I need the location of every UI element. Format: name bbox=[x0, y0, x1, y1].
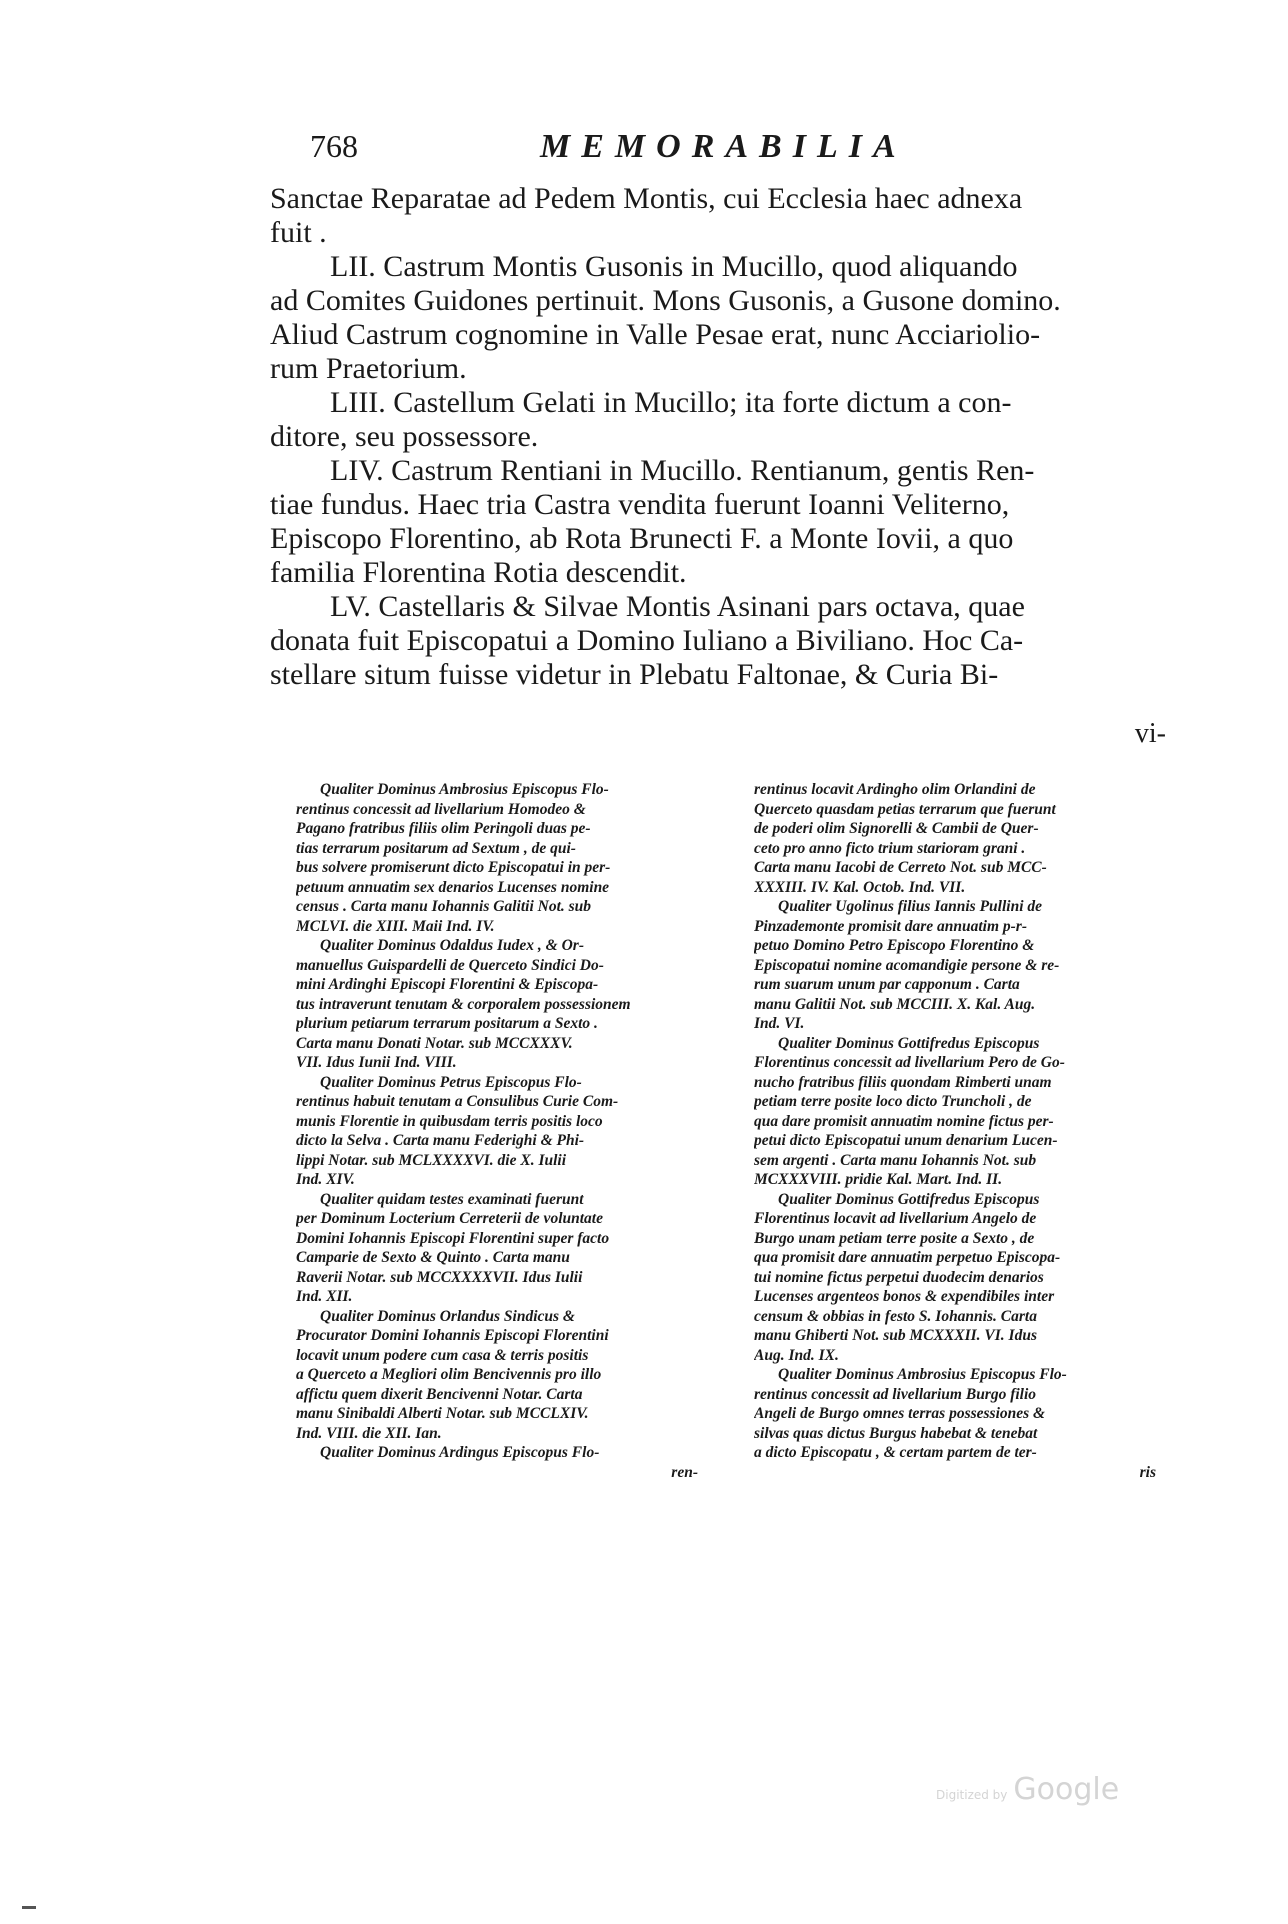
footnote-line: Carta manu Donati Notar. sub MCCXXXV. bbox=[296, 1034, 573, 1052]
footnote-catchword: ris bbox=[1139, 1463, 1156, 1481]
footnote-line: Qualiter Dominus Orlandus Sindicus & bbox=[320, 1307, 575, 1325]
footnote-line: Qualiter Dominus Gottifredus Episcopus bbox=[778, 1034, 1040, 1052]
footnote-line: de poderi olim Signorelli & Cambii de Quer- bbox=[754, 820, 1039, 837]
footnote-line: silvas quas dictus Burgus habebat & tenebat bbox=[754, 1424, 1038, 1442]
footnote-line: Burgo unam petiam terre posite a Sexto , de bbox=[754, 1229, 1035, 1247]
watermark-prefix: Digitized by bbox=[936, 1788, 1008, 1802]
footnote-line: a Querceto a Megliori olim Bencivennis pro illo bbox=[296, 1366, 602, 1383]
footnote-line: MCXXXVIII. pridie Kal. Mart. Ind. II. bbox=[754, 1171, 1003, 1188]
main-text-line: rum Praetorium. bbox=[270, 352, 467, 385]
footnote-line: plurium petiarum terrarum positarum a Sexto . bbox=[296, 1015, 598, 1032]
main-text-line: LIII. Castellum Gelati in Mucillo; ita forte dictum a con- bbox=[270, 386, 1012, 419]
footnote-line: Florentinus concessit ad livellarium Pero de Go- bbox=[754, 1054, 1065, 1071]
footnote-line: munis Florentie in quibusdam terris positis loco bbox=[296, 1112, 603, 1130]
digitized-watermark bbox=[936, 1772, 1119, 1807]
footnote-line: Aug. Ind. IX. bbox=[754, 1346, 839, 1364]
main-text-line: LIV. Castrum Rentiani in Mucillo. Rentianum, gentis Ren- bbox=[270, 454, 1035, 487]
footnote-line: rentinus locavit Ardingho olim Orlandini de bbox=[754, 781, 1036, 798]
footnote-line: Pagano fratribus filiis olim Peringoli duas pe- bbox=[296, 820, 591, 837]
footnote-line: manu Ghiberti Not. sub MCXXXII. VI. Idus bbox=[754, 1327, 1037, 1344]
footnote-line: Lucenses argenteos bonos & expendibiles inter bbox=[754, 1288, 1055, 1305]
footnote-line: tus intraverunt tenutam & corporalem possessionem bbox=[296, 995, 631, 1013]
running-title: MEMORABILIA bbox=[540, 128, 907, 165]
footnote-line: sem argenti . Carta manu Iohannis Not. sub bbox=[754, 1151, 1037, 1169]
footnote-line: Raverii Notar. sub MCCXXXXVII. Idus Iulii bbox=[296, 1268, 583, 1286]
main-text-line: Sanctae Reparatae ad Pedem Montis, cui Ecclesia haec adnexa bbox=[270, 182, 1023, 215]
footnote-line: Pinzademonte promisit dare annuatim p-r- bbox=[754, 917, 1028, 935]
footnote-line: manu Galitii Not. sub MCCIII. X. Kal. Aug. bbox=[754, 995, 1036, 1013]
footnote-line: qua dare promisit annuatim nomine fictus per- bbox=[754, 1112, 1054, 1130]
footnote-line: Qualiter Dominus Ardingus Episcopus Flo- bbox=[320, 1444, 600, 1461]
footnote-line: petiam terre posite loco dicto Truncholi , de bbox=[754, 1093, 1032, 1110]
footnote-line: mini Ardinghi Episcopi Florentini & Episcopa- bbox=[296, 976, 599, 993]
footnote-line: Procurator Domini Iohannis Episcopi Florentini bbox=[296, 1327, 609, 1344]
footnote-column-left bbox=[296, 780, 728, 1482]
footnote-line: rentinus concessit ad livellarium Homodeo & bbox=[296, 800, 586, 818]
footnote-line: census . Carta manu Iohannis Galitii Not. sub bbox=[296, 898, 592, 915]
main-text-line: LII. Castrum Montis Gusonis in Mucillo, quod aliquando bbox=[270, 250, 1018, 283]
footnote-line: Qualiter Dominus Gottifredus Episcopus bbox=[778, 1190, 1040, 1208]
footnote-line: Qualiter Dominus Ambrosius Episcopus Flo- bbox=[778, 1366, 1067, 1383]
footnote-line: lippi Notar. sub MCLXXXXVI. die X. Iulii bbox=[296, 1151, 567, 1169]
footnote-line: a dicto Episcopatu , & certam partem de ter- bbox=[754, 1444, 1037, 1461]
footnote-line: petuum annuatim sex denarios Lucenses nomine bbox=[296, 878, 610, 896]
main-text-line: Aliud Castrum cognomine in Valle Pesae erat, nunc Acciariolio- bbox=[270, 318, 1041, 351]
main-text-line: familia Florentina Rotia descendit. bbox=[270, 556, 687, 589]
footnote-line: Qualiter Dominus Petrus Episcopus Flo- bbox=[320, 1073, 582, 1091]
footnote-line: qua promisit dare annuatim perpetuo Episcopa- bbox=[754, 1249, 1061, 1266]
scan-edge-mark bbox=[22, 1906, 36, 1909]
main-text-line: stellare situm fuisse videtur in Plebatu Faltonae, & Curia Bi- bbox=[270, 658, 999, 691]
footnote-line: XXXIII. IV. Kal. Octob. Ind. VII. bbox=[754, 878, 966, 896]
footnote-line: VII. Idus Iunii Ind. VIII. bbox=[296, 1054, 457, 1071]
footnote-line: affictu quem dixerit Bencivenni Notar. Carta bbox=[296, 1385, 583, 1403]
main-text-line: ditore, seu possessore. bbox=[270, 420, 539, 453]
footnote-line: ceto pro anno ficto trium starioram grani . bbox=[754, 839, 1026, 857]
footnote-line: petui dicto Episcopatui unum denarium Lucen- bbox=[754, 1132, 1058, 1149]
main-text-block bbox=[270, 182, 1190, 692]
footnote-line: per Dominum Locterium Cerreterii de voluntate bbox=[296, 1210, 603, 1227]
page-header bbox=[310, 128, 930, 172]
footnote-line: Ind. XIV. bbox=[296, 1171, 355, 1188]
footnote-line: Episcopatui nomine acomandigie persone & re- bbox=[754, 956, 1060, 974]
main-catchword: vi- bbox=[1134, 718, 1166, 749]
footnote-line: Qualiter Ugolinus filius Iannis Pullini de bbox=[778, 898, 1043, 915]
main-text-line: ad Comites Guidones pertinuit. Mons Gusonis, a Gusone domino. bbox=[270, 284, 1061, 317]
footnote-line: locavit unum podere cum casa & terris positis bbox=[296, 1346, 589, 1364]
footnote-line: Ind. XII. bbox=[296, 1288, 353, 1305]
footnote-line: dicto la Selva . Carta manu Federighi & Phi- bbox=[296, 1132, 585, 1149]
footnote-line: MCLVI. die XIII. Maii Ind. IV. bbox=[296, 917, 495, 935]
footnote-line: Florentinus locavit ad livellarium Angelo de bbox=[754, 1210, 1037, 1227]
page-number: 768 bbox=[310, 128, 358, 164]
footnote-line: tui nomine fictus perpetui duodecim denarios bbox=[754, 1268, 1044, 1286]
footnote-line: Ind. VI. bbox=[754, 1015, 805, 1032]
footnote-line: bus solvere promiserunt dicto Episcopatui in per- bbox=[296, 859, 611, 876]
footnote-line: manu Sinibaldi Alberti Notar. sub MCCLXIV. bbox=[296, 1405, 589, 1422]
footnote-line: Querceto quasdam petias terrarum que fuerunt bbox=[754, 800, 1056, 818]
main-text-line: tiae fundus. Haec tria Castra vendita fuerunt Ioanni Veliterno, bbox=[270, 488, 1010, 521]
footnote-line: Domini Iohannis Episcopi Florentini super facto bbox=[296, 1229, 610, 1247]
footnote-line: Qualiter Dominus Ambrosius Episcopus Flo- bbox=[320, 781, 609, 798]
footnote-line: rentinus concessit ad livellarium Burgo filio bbox=[754, 1385, 1037, 1403]
footnote-line: manuellus Guispardelli de Querceto Sindici Do- bbox=[296, 956, 604, 974]
google-logo: Google bbox=[1013, 1772, 1120, 1807]
footnote-line: tias terrarum positarum ad Sextum , de qui- bbox=[296, 839, 576, 857]
footnote-line: rentinus habuit tenutam a Consulibus Curie Com- bbox=[296, 1093, 619, 1110]
main-text-line: fuit . bbox=[270, 216, 327, 249]
footnote-line: Angeli de Burgo omnes terras possessiones & bbox=[754, 1405, 1046, 1422]
footnote-line: Ind. VIII. die XII. Ian. bbox=[296, 1424, 442, 1442]
main-text-line: LV. Castellaris & Silvae Montis Asinani pars octava, quae bbox=[270, 590, 1025, 623]
footnote-catchword: ren- bbox=[671, 1463, 698, 1481]
footnote-line: Camparie de Sexto & Quinto . Carta manu bbox=[296, 1249, 570, 1266]
footnote-line: rum suarum unum par capponum . Carta bbox=[754, 976, 1020, 993]
main-text-line: donata fuit Episcopatui a Domino Iuliano a Biviliano. Hoc Ca- bbox=[270, 624, 1024, 657]
footnotes-area bbox=[296, 780, 1186, 1660]
footnote-line: Carta manu Iacobi de Cerreto Not. sub MCC- bbox=[754, 859, 1047, 876]
footnote-line: Qualiter quidam testes examinati fuerunt bbox=[320, 1190, 584, 1208]
footnote-column-right bbox=[754, 780, 1186, 1482]
main-text-line: Episcopo Florentino, ab Rota Brunecti F. a Monte Iovii, a quo bbox=[270, 522, 1014, 555]
footnote-line: censum & obbias in festo S. Iohannis. Carta bbox=[754, 1307, 1037, 1325]
footnote-line: Qualiter Dominus Odaldus Iudex , & Or- bbox=[320, 937, 584, 954]
footnote-line: petuo Domino Petro Episcopo Florentino & bbox=[754, 937, 1035, 954]
footnote-line: nucho fratribus filiis quondam Rimberti unam bbox=[754, 1073, 1052, 1091]
